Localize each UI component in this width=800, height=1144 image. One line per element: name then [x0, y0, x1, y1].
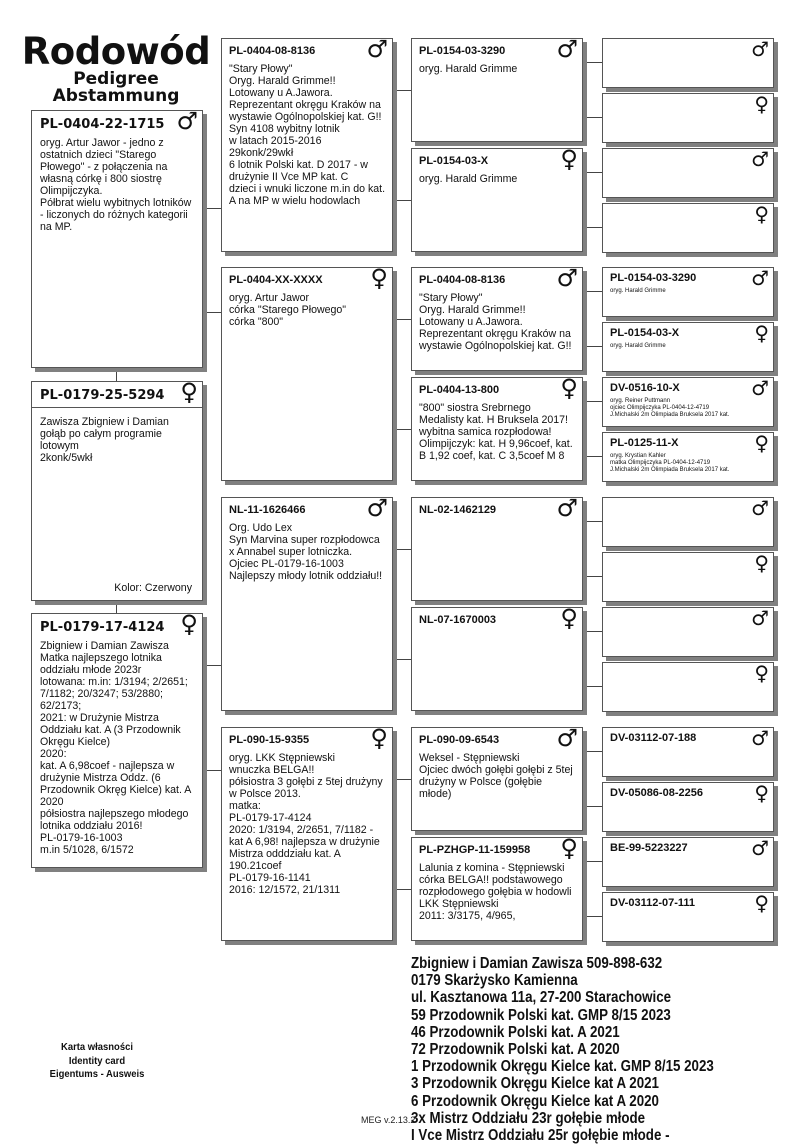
male-symbol-icon: ♂ — [751, 836, 769, 860]
ring-number: PL-0154-03-3290 — [610, 272, 697, 284]
pigeon-notes: oryg. Harald Grimme — [610, 288, 666, 294]
connector-line — [582, 631, 602, 632]
pigeon-card[interactable] — [411, 834, 583, 941]
female-symbol-icon: ♀ — [754, 202, 769, 226]
owner-line: 3x Mistrz Oddziału 23r gołębie młode — [411, 1109, 646, 1127]
connector-line — [582, 117, 602, 118]
pigeon-notes: "800" siostra Srebrnego Medalisty kat. H Bruksela 2017! wybitna samica rozpłodowa! Olimpijczyk: kat. H 9,96coef, kat. B 1,92 coef, kat. C 3,5coef M 8 — [419, 402, 573, 462]
title-abstammung: Abstammung — [52, 86, 180, 106]
ring-number: PL-0154-03-3290 — [419, 45, 506, 57]
male-symbol-icon: ♂ — [176, 107, 198, 135]
ring-number: PL-0404-22-1715 — [40, 117, 165, 132]
connector-line — [582, 346, 602, 347]
female-symbol-icon: ♀ — [370, 264, 388, 292]
female-symbol-icon: ♀ — [560, 374, 578, 402]
pigeon-card[interactable] — [221, 724, 393, 941]
pigeon-card[interactable] — [31, 378, 203, 601]
male-symbol-icon: ♂ — [556, 724, 578, 752]
connector-line — [582, 521, 602, 522]
pigeon-notes: oryg. Artur Jawor - jedno z ostatnich dzieci "Starego Płowego" - z połączenia na własną córkę i 800 siostrę Olimpijczyka. Półbrat wielu wybitnych lotników - liczonych do różnych kategorii na MP. — [40, 137, 192, 233]
pigeon-card[interactable] — [221, 35, 393, 252]
pigeon-card[interactable] — [602, 662, 774, 712]
pigeon-notes: Lalunia z komina - Stępniewski córka BELGA!! podstawowego rozpłodowego gołębia w hodowli LKK Stępniewski 2011: 3/3175, 4/965, — [419, 862, 572, 922]
color-label: Kolor: Czerwony — [114, 582, 192, 594]
connector-line — [392, 659, 411, 660]
owner-line: 3 Przodownik Okręgu Kielce kat A 2021 — [411, 1075, 659, 1093]
female-symbol-icon: ♀ — [754, 661, 769, 685]
pigeon-notes: Org. Udo Lex Syn Marvina super rozpłodowca x Annabel super lotniczka. Ojciec PL-0179-16-1003 Najlepszy młody lotnik oddziału!! — [229, 522, 383, 582]
pigeon-card[interactable] — [411, 724, 583, 831]
female-symbol-icon: ♀ — [754, 431, 769, 455]
connector-line — [392, 200, 411, 201]
ring-number: PL-0404-08-8136 — [419, 274, 506, 286]
ring-number: PL-0154-03-X — [610, 327, 680, 339]
connector-line — [116, 600, 117, 613]
identity-card-en: Identity card — [68, 1054, 126, 1067]
ring-number: PL-PZHGP-11-159958 — [419, 844, 531, 856]
pigeon-card[interactable] — [602, 892, 774, 942]
ring-number: PL-0404-XX-XXXX — [229, 274, 323, 286]
connector-line — [392, 779, 411, 780]
connector-line — [582, 227, 602, 228]
connector-line — [582, 916, 602, 917]
connector-line — [582, 291, 602, 292]
owner-info — [411, 955, 714, 1144]
pigeon-card[interactable] — [602, 267, 774, 317]
owner-line: 0179 Skarżysko Kamienna — [411, 972, 578, 990]
connector-line — [582, 751, 602, 752]
pigeon-notes: Weksel - Stępniewski Ojciec dwóch gołębi gołębi z 5tej drużyny w Polsce (gołębie młode) — [419, 752, 573, 800]
female-symbol-icon: ♀ — [754, 891, 769, 915]
connector-line — [392, 889, 411, 890]
title-rodowod: Rodowód — [21, 30, 211, 73]
pigeon-notes: oryg. Krystian Kahler matka Olimpijczyka PL-0404-12-4719 J.Michalski 2m Olimpiada Bruksela 2017 kat. — [610, 453, 730, 473]
pigeon-notes: oryg. Harald Grimme — [419, 173, 518, 185]
identity-card-pl: Karta własności — [61, 1041, 133, 1053]
male-symbol-icon: ♂ — [366, 35, 388, 63]
connector-line — [582, 861, 602, 862]
pigeon-card[interactable] — [602, 377, 774, 427]
ring-number: DV-0516-10-X — [610, 382, 680, 394]
pigeon-card[interactable] — [602, 727, 774, 777]
pigeon-card[interactable] — [602, 837, 774, 887]
pigeon-card[interactable] — [602, 432, 774, 482]
connector-line — [582, 401, 602, 402]
owner-line: 46 Przodownik Polski kat. A 2021 — [411, 1023, 620, 1041]
ring-number: PL-0404-08-8136 — [229, 45, 316, 57]
ring-number: DV-03112-07-111 — [610, 897, 696, 909]
owner-line: Zbigniew i Damian Zawisza 509-898-632 — [411, 955, 663, 972]
owner-line: I Vce Mistrz Oddziału 25r gołębie młode - — [411, 1127, 670, 1144]
pigeon-notes: oryg. LKK Stępniewski wnuczka BELGA!! półsiostra 3 gołębi z 5tej drużyny w Polsce 2013. matka: PL-0179-17-4124 2020: 1/3194, 2/2651, 7/1182 - kat A 6,98! najlepsza w drużynie Mistrza odddziału kat. A 190.21coef PL-0179-16-1141 2016: 12/1572, 21/1311 — [229, 752, 383, 896]
pigeon-notes: Zawisza Zbigniew i Damian gołąb po całym programie lotowym 2konk/5wkł — [40, 416, 169, 464]
connector-line — [392, 319, 411, 320]
pigeon-card[interactable] — [31, 107, 203, 368]
pigeon-card[interactable] — [411, 604, 583, 711]
connector-line — [582, 576, 602, 577]
ring-number: DV-05086-08-2256 — [610, 787, 703, 799]
female-symbol-icon: ♀ — [560, 145, 578, 173]
pigeon-notes: oryg. Harald Grimme — [610, 343, 666, 349]
connector-line — [116, 367, 117, 381]
ring-number: NL-07-1670003 — [419, 614, 497, 626]
pigeon-card[interactable] — [221, 264, 393, 481]
pigeon-notes: Zbigniew i Damian Zawisza Matka najlepszego lotnika oddziału młode 2023r lotowana: m.in: 1/3194; 2/2651; 7/1182; 20/3247; 53/2880; 62/2173; 2021: w Drużynie Mistrza Oddziału kat. A (3 Przodownik Okręgu Kielce) 2020: kat. A 6,98coef - najlepsza w drużynie Mistrza Oddz. (6 Przodownik Okręg Kielce) kat. A 2020 półsiostra najlepszego młodego lotnika oddziału 2016! PL-0179-16-1003 m.in 5/1028, 6/1572 — [40, 640, 192, 856]
owner-line: 6 Przodownik Okręgu Kielce kat A 2020 — [411, 1092, 659, 1110]
pigeon-notes: "Stary Płowy" Oryg. Harald Grimme!! Lotowany u A.Jawora. Reprezentant okręgu Kraków na wystawie Ogólnopolskiej kat. G!! — [419, 292, 572, 352]
ring-number: PL-0125-11-X — [610, 437, 679, 449]
male-symbol-icon: ♂ — [751, 726, 769, 750]
female-symbol-icon: ♀ — [560, 604, 578, 632]
pigeon-card[interactable] — [411, 374, 583, 481]
identity-card-de: Eigentums - Ausweis — [49, 1068, 145, 1080]
pigeon-card[interactable] — [602, 148, 774, 198]
pigeon-notes: oryg. Harald Grimme — [419, 63, 518, 75]
ring-number: BE-99-5223227 — [610, 842, 688, 854]
pigeon-card[interactable] — [602, 497, 774, 547]
pigeon-card[interactable] — [221, 494, 393, 711]
owner-line: 72 Przodownik Polski kat. A 2020 — [411, 1041, 620, 1059]
female-symbol-icon: ♀ — [370, 724, 388, 752]
female-symbol-icon: ♀ — [754, 551, 769, 575]
connector-line — [202, 665, 221, 666]
ring-number: PL-0179-17-4124 — [40, 620, 165, 635]
pigeon-card[interactable] — [602, 552, 774, 602]
male-symbol-icon: ♂ — [751, 376, 769, 400]
connector-line — [392, 549, 411, 550]
pigeon-card[interactable] — [602, 607, 774, 657]
connector-line — [392, 429, 411, 430]
ring-number: NL-11-1626466 — [229, 504, 306, 516]
male-symbol-icon: ♂ — [751, 266, 769, 290]
connector-line — [582, 686, 602, 687]
ring-number: PL-090-09-6543 — [419, 734, 500, 746]
male-symbol-icon: ♂ — [751, 496, 769, 520]
female-symbol-icon: ♀ — [754, 781, 769, 805]
ring-number: PL-0154-03-X — [419, 155, 489, 167]
female-symbol-icon: ♀ — [180, 378, 198, 406]
male-symbol-icon: ♂ — [366, 494, 388, 522]
connector-line — [202, 208, 221, 209]
male-symbol-icon: ♂ — [556, 264, 578, 292]
male-symbol-icon: ♂ — [751, 147, 769, 171]
female-symbol-icon: ♀ — [180, 610, 198, 638]
pigeon-notes: oryg. Artur Jawor córka "Starego Płowego" córka "800" — [229, 292, 347, 328]
owner-line: ul. Kasztanowa 11a, 27-200 Starachowice — [411, 989, 672, 1007]
connector-line — [202, 312, 221, 313]
pigeon-card[interactable] — [411, 264, 583, 371]
pigeon-card[interactable] — [602, 203, 774, 253]
female-symbol-icon: ♀ — [560, 834, 578, 862]
female-symbol-icon: ♀ — [754, 92, 769, 116]
pigeon-card[interactable] — [411, 494, 583, 601]
pigeon-card[interactable] — [411, 145, 583, 252]
connector-line — [202, 770, 221, 771]
male-symbol-icon: ♂ — [751, 606, 769, 630]
connector-line — [392, 90, 411, 91]
male-symbol-icon: ♂ — [751, 37, 769, 61]
version-label: MEG v.2.13.2 — [361, 1115, 416, 1125]
connector-line — [582, 172, 602, 173]
pigeon-card[interactable] — [602, 322, 774, 372]
pigeon-card[interactable] — [602, 782, 774, 832]
ring-number: DV-03112-07-188 — [610, 732, 697, 744]
female-symbol-icon: ♀ — [754, 321, 769, 345]
pigeon-card[interactable] — [602, 38, 774, 88]
male-symbol-icon: ♂ — [556, 494, 578, 522]
ring-number: PL-0179-25-5294 — [40, 388, 165, 403]
pigeon-notes: oryg. Reiner Puttmann ojciec Olimpijczyka PL-0404-12-4719 J.Michalski 2m Olimpiada Bruksela 2017 kat. — [610, 398, 730, 418]
ring-number: NL-02-1462129 — [419, 504, 497, 516]
pigeon-card[interactable] — [411, 35, 583, 142]
connector-line — [582, 62, 602, 63]
header-divider — [32, 407, 202, 408]
ring-number: PL-090-15-9355 — [229, 734, 310, 746]
connector-line — [582, 806, 602, 807]
male-symbol-icon: ♂ — [556, 35, 578, 63]
connector-line — [582, 456, 602, 457]
pigeon-card[interactable] — [602, 93, 774, 143]
owner-line: 59 Przodownik Polski kat. GMP 8/15 2023 — [411, 1006, 671, 1024]
ring-number: PL-0404-13-800 — [419, 384, 500, 396]
pigeon-notes: "Stary Płowy" Oryg. Harald Grimme!! Lotowany u A.Jawora. Reprezentant okręgu Kraków na wystawie Ogólnopolskiej kat. G!! Syn 4108 wybitny lotnik w latach 2015-2016 29konk/29wkł 6 lotnik Polski kat. D 2017 - w drużynie II Vce MP kat. C dzieci i wnuki liczone m.in do kat. A na MP w wielu hodowlach — [229, 63, 386, 207]
owner-line: 1 Przodownik Okręgu Kielce kat. GMP 8/15 2023 — [411, 1058, 714, 1076]
pigeon-card[interactable] — [31, 610, 203, 868]
title-pedigree: Pedigree — [73, 69, 159, 89]
identity-card-label — [10, 1041, 185, 1082]
